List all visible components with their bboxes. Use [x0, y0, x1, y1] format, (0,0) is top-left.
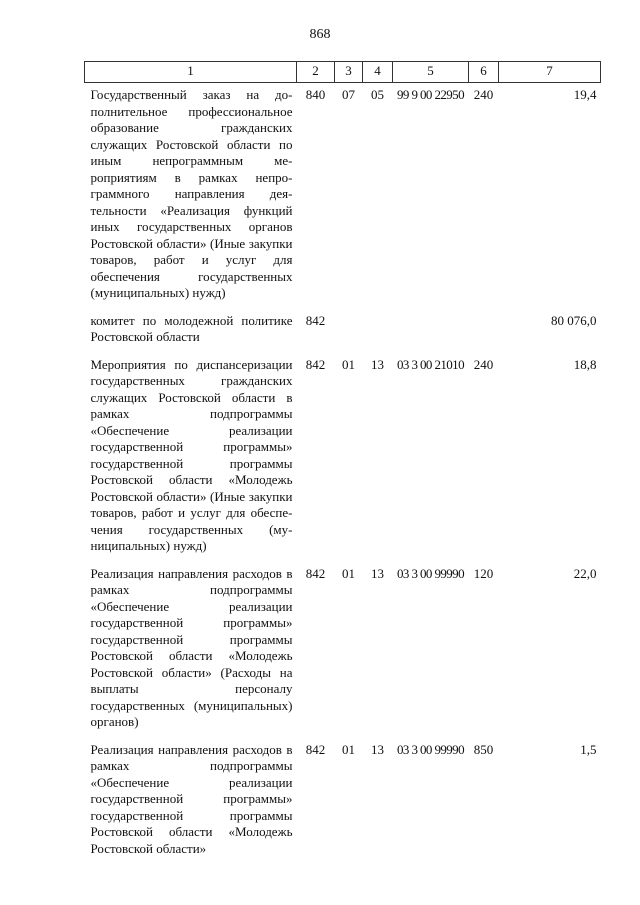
- header-col-5: 5: [393, 62, 469, 83]
- header-col-3: 3: [335, 62, 363, 83]
- row-expense-type-code: 850: [473, 741, 494, 757]
- row-subsection-code: 05: [371, 87, 384, 102]
- header-row: [85, 62, 601, 83]
- row-expense-type-code: 240: [473, 87, 494, 102]
- row-section-code: [335, 302, 363, 346]
- row-target-article-code: [393, 302, 469, 346]
- row-grbs-code: 842: [305, 741, 326, 757]
- row-section-code: 01: [342, 741, 355, 757]
- row-subsection-code: 13: [371, 741, 384, 757]
- budget-table: [84, 61, 601, 857]
- table-body: [85, 83, 601, 858]
- row-grbs-code: 842: [305, 312, 326, 328]
- table-row: [85, 302, 601, 346]
- row-amount: 18,8: [573, 356, 597, 372]
- row-section-code: 07: [342, 87, 355, 102]
- row-subsection-code: 13: [371, 565, 384, 581]
- row-subsection-code: [363, 302, 393, 346]
- row-target-article-code: 03 3 00 99990: [397, 741, 464, 757]
- header-col-2: 2: [297, 62, 335, 83]
- row-grbs-code: 840: [305, 87, 326, 102]
- header-col-4: 4: [363, 62, 393, 83]
- row-amount: 19,4: [573, 87, 597, 102]
- header-col-1: 1: [85, 62, 297, 83]
- row-section-code: 01: [342, 565, 355, 581]
- row-expense-type-code: [469, 302, 499, 346]
- row-name: Мероприятия по диспансеризации государственных гражданских служащих Ростовской области в рамках подпрограммы «Обеспечение реализации государственной программы» государственной программы Ростовской области «Молодежь Ростовской области» (Иные закупки товаров, работ и услуг для обеспечения государственных (муниципальных) нужд): [90, 356, 293, 553]
- table-row: [85, 731, 601, 858]
- row-grbs-code: 842: [305, 565, 326, 581]
- table-row: [85, 83, 601, 302]
- row-grbs-code: 842: [305, 356, 326, 372]
- row-expense-type-code: 120: [473, 565, 494, 581]
- page-number: 868: [309, 27, 331, 42]
- row-name: Государственный заказ на дополнительное профессиональное образование гражданских служащих Ростовской области по иным непрограммным мероприятиям в рамках непрограммного направления деятельности «Реализация функций иных государственных органов Ростовской области» (Иные закупки товаров, работ и услуг для обеспечения государственных (муниципальных) нужд): [90, 87, 293, 300]
- row-amount: 22,0: [573, 565, 597, 581]
- row-section-code: 01: [342, 356, 355, 372]
- row-subsection-code: 13: [371, 356, 384, 372]
- row-amount: 80 076,0: [551, 312, 597, 328]
- header-col-6: 6: [469, 62, 499, 83]
- table-header: [85, 62, 601, 83]
- table-row: [85, 346, 601, 555]
- row-target-article-code: 03 3 00 21010: [397, 356, 464, 372]
- row-name: комитет по молодежной политике Ростовской области: [90, 312, 293, 344]
- row-name: Реализация направления расходов в рамках подпрограммы «Обеспечение реализации государственной программы» государственной программы Ростовской области «Молодежь Ростовской области» (Расходы на выплаты персоналу государственных (муниципальных) органов): [90, 565, 293, 729]
- row-target-article-code: 03 3 00 99990: [397, 565, 464, 581]
- row-expense-type-code: 240: [473, 356, 494, 372]
- table-row: [85, 555, 601, 731]
- header-col-7: 7: [499, 62, 601, 83]
- row-name: Реализация направления расходов в рамках подпрограммы «Обеспечение реализации государственной программы» государственной программы Ростовской области «Молодежь Ростовской области»: [90, 741, 293, 856]
- row-target-article-code: 99 9 00 22950: [397, 87, 464, 102]
- row-amount: 1,5: [580, 741, 597, 757]
